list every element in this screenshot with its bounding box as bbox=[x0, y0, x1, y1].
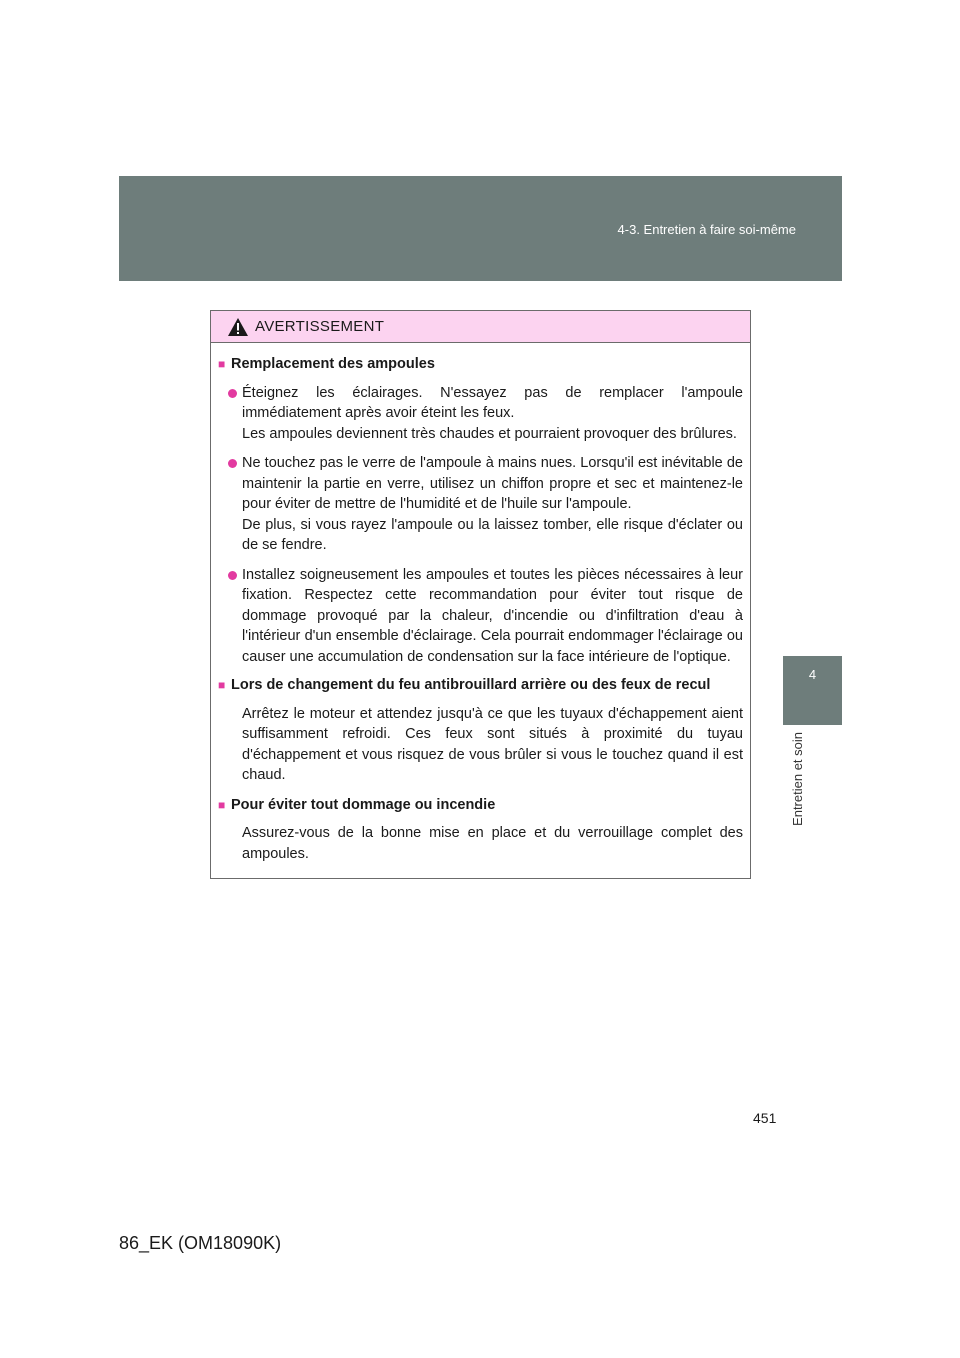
chapter-header-band bbox=[119, 176, 842, 281]
bullet-line: Installez soigneusement les ampoules et toutes les pièces nécessaires à leur fixation. Respectez cette recommandation pour éviter tout risque de dommage provoqué par la chaleur, d'incendie ou d'infiltration d'eau à l'intérieur d'un ensemble d'éclairage. Cela pourrait endommager l'éclairage ou causer une accumulation de condensation sur la face intérieure de l'optique. bbox=[242, 566, 743, 665]
bullet-text bbox=[242, 453, 743, 556]
square-bullet-icon: ■ bbox=[218, 357, 226, 371]
square-bullet-icon: ■ bbox=[218, 678, 226, 692]
section-heading-fog-reverse bbox=[218, 675, 743, 696]
chapter-label-vertical bbox=[785, 732, 811, 842]
square-bullet-icon: ■ bbox=[218, 797, 226, 812]
section-heading-text: Pour éviter tout dommage ou incendie bbox=[231, 796, 496, 813]
warning-triangle-icon bbox=[227, 317, 249, 337]
warning-title: AVERTISSEMENT bbox=[255, 318, 385, 335]
bullet-text bbox=[242, 565, 743, 668]
bullet-line: De plus, si vous rayez l'ampoule ou la laissez tomber, elle risque d'éclater ou de se fendre. bbox=[242, 516, 743, 553]
bullet-line: Les ampoules deviennent très chaudes et pourraient provoquer des brûlures. bbox=[242, 425, 737, 442]
section-heading-bulbs bbox=[218, 354, 743, 375]
bullet-item bbox=[228, 453, 743, 556]
bullet-text bbox=[242, 383, 743, 445]
bullet-item bbox=[228, 383, 743, 445]
document-code: 86_EK (OM18090K) bbox=[119, 1233, 282, 1253]
bullet-line: Ne touchez pas le verre de l'ampoule à mains nues. Lorsqu'il est inévitable de maintenir la partie en verre, utilisez un chiffon propre et sec et maintenez-le pour éviter de mettre de l'humidité et de l'huile sur l'ampoule. bbox=[242, 455, 743, 512]
chapter-number: 4 bbox=[808, 667, 817, 682]
warning-body bbox=[211, 343, 750, 864]
round-bullet-icon bbox=[228, 571, 237, 580]
page-number: 451 bbox=[753, 1110, 777, 1126]
warning-header bbox=[211, 311, 750, 343]
chapter-tab bbox=[783, 656, 842, 725]
section-paragraph: Assurez-vous de la bonne mise en place et du verrouillage complet des ampoules. bbox=[242, 825, 743, 862]
section-heading-text: Lors de changement du feu antibrouillard arrière ou des feux de recul bbox=[231, 677, 711, 693]
section-paragraph: Arrêtez le moteur et attendez jusqu'à ce que les tuyaux d'échappement aient suffisamment refroidi. Ces feux sont situés à proximité du tuyau d'échappement et vous risquez de vous brûler si vous le touchez quand il est chaud. bbox=[242, 705, 743, 783]
bullet-line: Éteignez les éclairages. N'essayez pas de remplacer l'ampoule immédiatement après avoir éteint les feux. bbox=[242, 384, 743, 421]
section-heading-damage bbox=[218, 795, 743, 816]
round-bullet-icon bbox=[228, 389, 237, 398]
section-title: 4-3. Entretien à faire soi-même bbox=[617, 222, 796, 237]
section-heading-text: Remplacement des ampoules bbox=[231, 356, 435, 372]
chapter-label: Entretien et soin bbox=[790, 732, 805, 826]
bullet-item bbox=[228, 565, 743, 668]
round-bullet-icon bbox=[228, 459, 237, 468]
warning-box bbox=[210, 310, 751, 879]
